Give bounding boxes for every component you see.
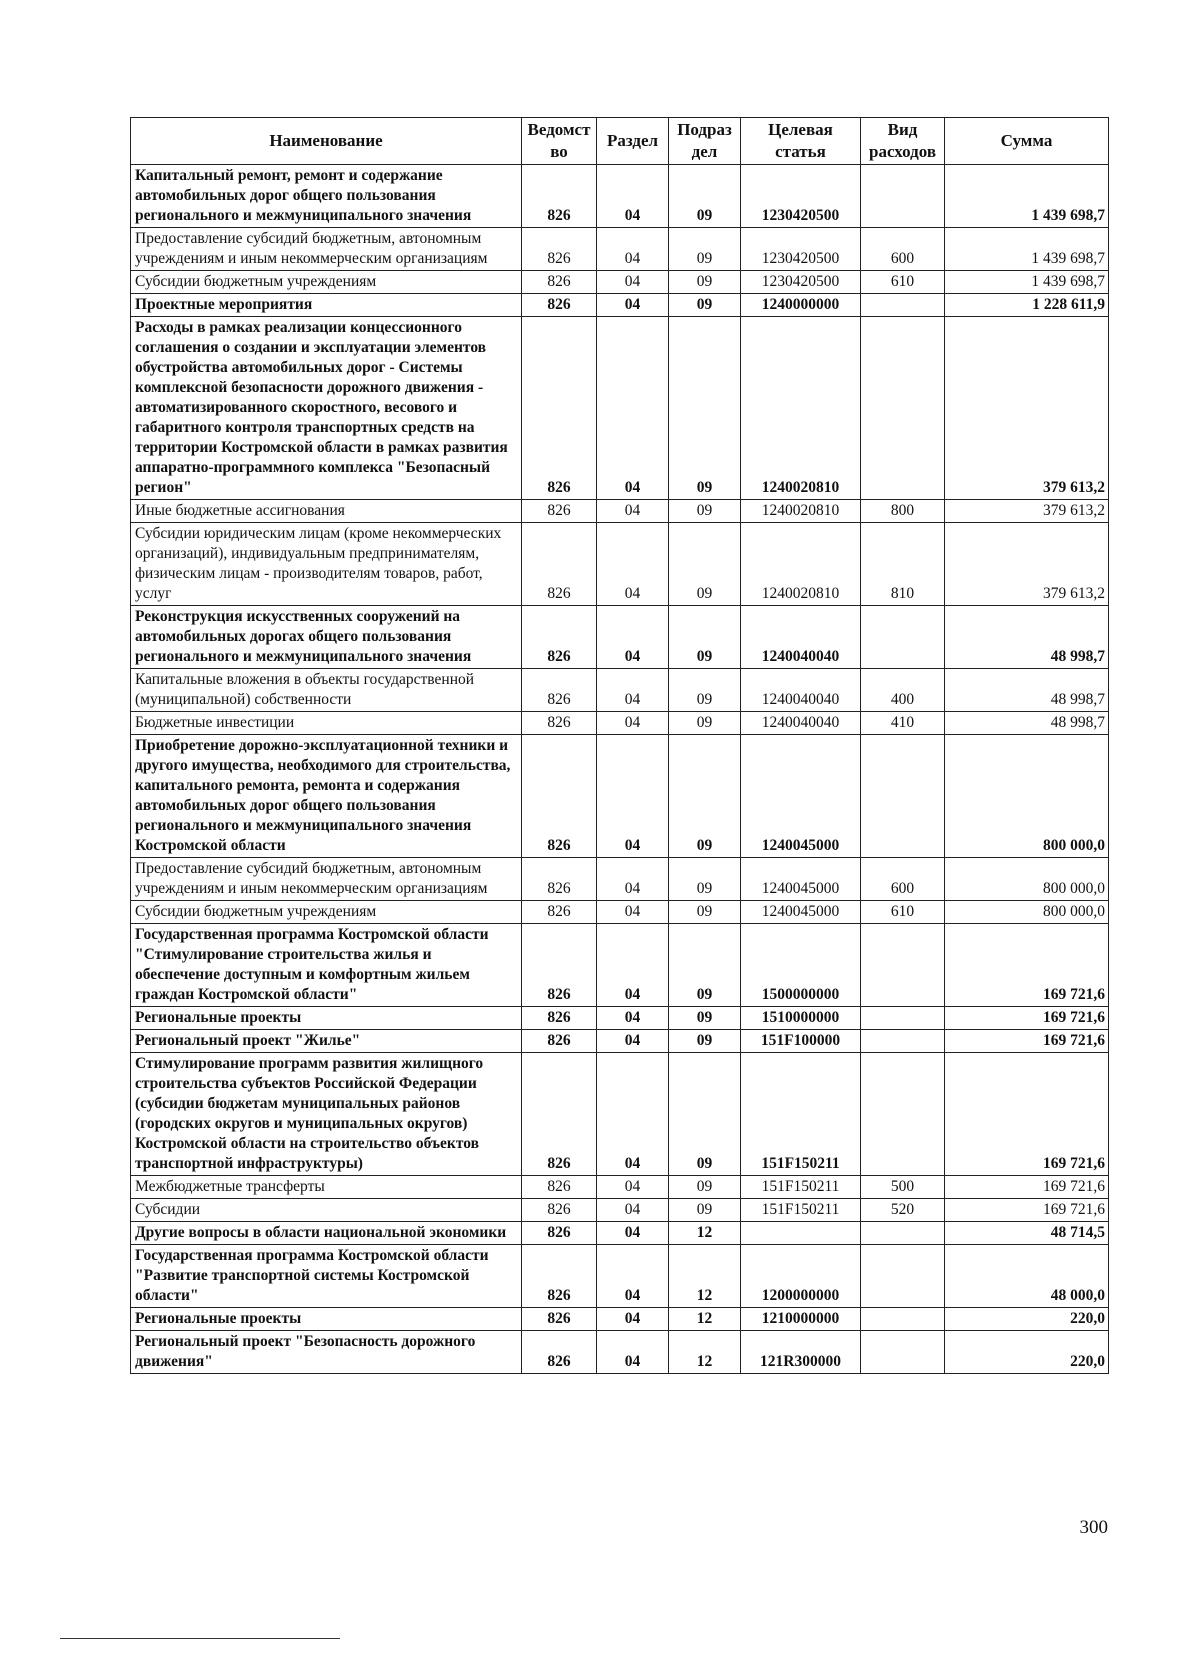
cell-vid (861, 165, 945, 228)
cell-vid (861, 735, 945, 858)
cell-vid (861, 317, 945, 500)
table-row (131, 317, 1109, 500)
cell-razdel: 04 (597, 165, 669, 228)
cell-summa: 220,0 (945, 1331, 1109, 1374)
cell-podrazdel: 09 (669, 228, 741, 271)
header-name: Наименование (131, 118, 522, 165)
cell-name: Другие вопросы в области национальной экономики (131, 1222, 522, 1245)
cell-celevaya: 151F150211 (741, 1053, 861, 1176)
cell-celevaya: 151F100000 (741, 1030, 861, 1053)
cell-vid: 610 (861, 271, 945, 294)
table-row (131, 924, 1109, 1007)
cell-ved: 826 (522, 271, 597, 294)
cell-name: Субсидии бюджетным учреждениям (131, 271, 522, 294)
cell-ved: 826 (522, 294, 597, 317)
cell-vid: 410 (861, 712, 945, 735)
cell-vid (861, 1331, 945, 1374)
cell-podrazdel: 09 (669, 1053, 741, 1176)
table-row (131, 1222, 1109, 1245)
cell-razdel: 04 (597, 1222, 669, 1245)
cell-celevaya: 1240000000 (741, 294, 861, 317)
cell-celevaya: 151F150211 (741, 1176, 861, 1199)
cell-name: Предоставление субсидий бюджетным, автономным учреждениям и иным некоммерческим организациям (131, 228, 522, 271)
cell-razdel: 04 (597, 1176, 669, 1199)
cell-summa: 48 714,5 (945, 1222, 1109, 1245)
cell-summa: 48 998,7 (945, 712, 1109, 735)
cell-celevaya: 1240040040 (741, 606, 861, 669)
cell-celevaya: 1230420500 (741, 228, 861, 271)
cell-summa: 379 613,2 (945, 500, 1109, 523)
cell-vid (861, 606, 945, 669)
table-row (131, 228, 1109, 271)
cell-razdel: 04 (597, 735, 669, 858)
table-row (131, 606, 1109, 669)
cell-summa: 48 998,7 (945, 606, 1109, 669)
cell-ved: 826 (522, 1176, 597, 1199)
cell-ved: 826 (522, 1053, 597, 1176)
cell-vid: 520 (861, 1199, 945, 1222)
cell-name: Межбюджетные трансферты (131, 1176, 522, 1199)
cell-name: Государственная программа Костромской области "Стимулирование строительства жилья и обеспечение доступным и комфортным жильем граждан Костромской области" (131, 924, 522, 1007)
cell-podrazdel: 09 (669, 1176, 741, 1199)
table-row (131, 500, 1109, 523)
cell-summa: 1 439 698,7 (945, 165, 1109, 228)
cell-ved: 826 (522, 1331, 597, 1374)
cell-celevaya: 1210000000 (741, 1308, 861, 1331)
table-row (131, 1245, 1109, 1308)
cell-name: Предоставление субсидий бюджетным, автономным учреждениям и иным некоммерческим организациям (131, 858, 522, 901)
cell-celevaya: 1240045000 (741, 901, 861, 924)
table-row (131, 669, 1109, 712)
cell-summa: 48 000,0 (945, 1245, 1109, 1308)
cell-podrazdel: 09 (669, 924, 741, 1007)
cell-name: Капитальные вложения в объекты государственной (муниципальной) собственности (131, 669, 522, 712)
budget-table (130, 117, 1109, 1374)
cell-vid: 800 (861, 500, 945, 523)
cell-razdel: 04 (597, 228, 669, 271)
table-row (131, 294, 1109, 317)
cell-razdel: 04 (597, 669, 669, 712)
header-vid: Вид расходов (861, 118, 945, 165)
cell-vid (861, 1007, 945, 1030)
cell-razdel: 04 (597, 523, 669, 606)
table-row (131, 1053, 1109, 1176)
cell-ved: 826 (522, 523, 597, 606)
cell-razdel: 04 (597, 1199, 669, 1222)
cell-celevaya: 1240045000 (741, 858, 861, 901)
cell-name: Реконструкция искусственных сооружений на автомобильных дорогах общего пользования регионального и межмуниципального значения (131, 606, 522, 669)
cell-summa: 169 721,6 (945, 1176, 1109, 1199)
footnote-divider (60, 1638, 340, 1639)
table-row (131, 1176, 1109, 1199)
cell-razdel: 04 (597, 712, 669, 735)
cell-ved: 826 (522, 1222, 597, 1245)
cell-vid: 810 (861, 523, 945, 606)
cell-name: Государственная программа Костромской области "Развитие транспортной системы Костромской области" (131, 1245, 522, 1308)
cell-vid (861, 294, 945, 317)
cell-razdel: 04 (597, 1030, 669, 1053)
cell-razdel: 04 (597, 924, 669, 1007)
cell-summa: 169 721,6 (945, 1007, 1109, 1030)
cell-podrazdel: 09 (669, 1030, 741, 1053)
cell-podrazdel: 09 (669, 271, 741, 294)
cell-ved: 826 (522, 735, 597, 858)
cell-razdel: 04 (597, 606, 669, 669)
cell-celevaya: 1500000000 (741, 924, 861, 1007)
cell-podrazdel: 09 (669, 735, 741, 858)
cell-ved: 826 (522, 165, 597, 228)
cell-podrazdel: 09 (669, 317, 741, 500)
cell-ved: 826 (522, 901, 597, 924)
table-row (131, 165, 1109, 228)
cell-name: Региональные проекты (131, 1308, 522, 1331)
cell-name: Стимулирование программ развития жилищного строительства субъектов Российской Федерации (субсидии бюджетам муниципальных районов (городских округов и муниципальных округов) Костромской области на строительство объектов транспортной инфраструктуры) (131, 1053, 522, 1176)
cell-celevaya: 1240020810 (741, 500, 861, 523)
cell-ved: 826 (522, 1030, 597, 1053)
table-row (131, 1007, 1109, 1030)
cell-name: Иные бюджетные ассигнования (131, 500, 522, 523)
header-ved: Ведомст во (522, 118, 597, 165)
cell-summa: 800 000,0 (945, 858, 1109, 901)
header-razdel: Раздел (597, 118, 669, 165)
cell-razdel: 04 (597, 317, 669, 500)
cell-ved: 826 (522, 1199, 597, 1222)
cell-podrazdel: 12 (669, 1331, 741, 1374)
table-body (131, 165, 1109, 1374)
cell-vid (861, 1030, 945, 1053)
table-header-row (131, 118, 1109, 165)
cell-podrazdel: 09 (669, 669, 741, 712)
cell-razdel: 04 (597, 901, 669, 924)
cell-razdel: 04 (597, 500, 669, 523)
table-row (131, 271, 1109, 294)
cell-name: Субсидии бюджетным учреждениям (131, 901, 522, 924)
cell-vid (861, 924, 945, 1007)
cell-podrazdel: 09 (669, 294, 741, 317)
cell-summa: 1 439 698,7 (945, 228, 1109, 271)
cell-ved: 826 (522, 924, 597, 1007)
cell-razdel: 04 (597, 1007, 669, 1030)
cell-ved: 826 (522, 1308, 597, 1331)
table-row (131, 735, 1109, 858)
cell-celevaya: 1230420500 (741, 271, 861, 294)
cell-podrazdel: 12 (669, 1308, 741, 1331)
cell-podrazdel: 12 (669, 1245, 741, 1308)
cell-vid (861, 1245, 945, 1308)
table-row (131, 1030, 1109, 1053)
cell-summa: 169 721,6 (945, 1199, 1109, 1222)
cell-name: Расходы в рамках реализации концессионного соглашения о создании и эксплуатации элементов обустройства автомобильных дорог - Системы комплексной безопасности дорожного движения - автоматизированного скоростного, весового и габаритного контроля транспортных средств на территории Костромской области в рамках развития аппаратно-программного комплекса "Безопасный регион" (131, 317, 522, 500)
cell-razdel: 04 (597, 294, 669, 317)
cell-name: Приобретение дорожно-эксплуатационной техники и другого имущества, необходимого для строительства, капитального ремонта, ремонта и содержания автомобильных дорог общего пользования регионального и межмуниципального значения Костромской области (131, 735, 522, 858)
cell-celevaya: 1240020810 (741, 523, 861, 606)
cell-ved: 826 (522, 712, 597, 735)
cell-podrazdel: 09 (669, 165, 741, 228)
cell-celevaya: 1240040040 (741, 669, 861, 712)
table-row (131, 1331, 1109, 1374)
cell-summa: 800 000,0 (945, 901, 1109, 924)
cell-name: Субсидии юридическим лицам (кроме некоммерческих организаций), индивидуальным предпринимателям, физическим лицам - производителям товаров, работ, услуг (131, 523, 522, 606)
cell-summa: 220,0 (945, 1308, 1109, 1331)
cell-celevaya: 121R300000 (741, 1331, 861, 1374)
cell-name: Бюджетные инвестиции (131, 712, 522, 735)
cell-ved: 826 (522, 500, 597, 523)
cell-vid (861, 1308, 945, 1331)
cell-ved: 826 (522, 1245, 597, 1308)
table-row (131, 901, 1109, 924)
cell-vid: 600 (861, 228, 945, 271)
header-podrazdel: Подраз дел (669, 118, 741, 165)
cell-ved: 826 (522, 228, 597, 271)
cell-ved: 826 (522, 1007, 597, 1030)
cell-summa: 800 000,0 (945, 735, 1109, 858)
table-row (131, 858, 1109, 901)
cell-name: Капитальный ремонт, ремонт и содержание автомобильных дорог общего пользования регионального и межмуниципального значения (131, 165, 522, 228)
table-row (131, 523, 1109, 606)
cell-name: Региональные проекты (131, 1007, 522, 1030)
cell-celevaya: 1240020810 (741, 317, 861, 500)
cell-celevaya: 1240045000 (741, 735, 861, 858)
cell-summa: 379 613,2 (945, 317, 1109, 500)
cell-summa: 169 721,6 (945, 1030, 1109, 1053)
cell-ved: 826 (522, 317, 597, 500)
cell-name: Проектные мероприятия (131, 294, 522, 317)
cell-ved: 826 (522, 606, 597, 669)
table-row (131, 1199, 1109, 1222)
cell-ved: 826 (522, 669, 597, 712)
cell-ved: 826 (522, 858, 597, 901)
cell-summa: 1 228 611,9 (945, 294, 1109, 317)
table-row (131, 1308, 1109, 1331)
cell-vid: 600 (861, 858, 945, 901)
page-number: 300 (1079, 1517, 1108, 1538)
cell-celevaya (741, 1222, 861, 1245)
cell-razdel: 04 (597, 1331, 669, 1374)
cell-vid: 500 (861, 1176, 945, 1199)
cell-vid (861, 1053, 945, 1176)
header-summa: Сумма (945, 118, 1109, 165)
cell-summa: 169 721,6 (945, 924, 1109, 1007)
cell-razdel: 04 (597, 1245, 669, 1308)
cell-celevaya: 1510000000 (741, 1007, 861, 1030)
cell-name: Субсидии (131, 1199, 522, 1222)
cell-podrazdel: 09 (669, 606, 741, 669)
cell-celevaya: 151F150211 (741, 1199, 861, 1222)
cell-name: Региональный проект "Безопасность дорожного движения" (131, 1331, 522, 1374)
cell-podrazdel: 09 (669, 1199, 741, 1222)
cell-podrazdel: 09 (669, 500, 741, 523)
cell-summa: 1 439 698,7 (945, 271, 1109, 294)
cell-razdel: 04 (597, 858, 669, 901)
cell-vid (861, 1222, 945, 1245)
cell-podrazdel: 09 (669, 858, 741, 901)
cell-podrazdel: 12 (669, 1222, 741, 1245)
cell-podrazdel: 09 (669, 1007, 741, 1030)
cell-celevaya: 1230420500 (741, 165, 861, 228)
cell-summa: 48 998,7 (945, 669, 1109, 712)
cell-vid: 610 (861, 901, 945, 924)
cell-razdel: 04 (597, 1053, 669, 1176)
cell-name: Региональный проект "Жилье" (131, 1030, 522, 1053)
table-row (131, 712, 1109, 735)
cell-razdel: 04 (597, 1308, 669, 1331)
cell-podrazdel: 09 (669, 712, 741, 735)
cell-razdel: 04 (597, 271, 669, 294)
cell-podrazdel: 09 (669, 901, 741, 924)
cell-celevaya: 1200000000 (741, 1245, 861, 1308)
header-celevaya: Целевая статья (741, 118, 861, 165)
cell-summa: 379 613,2 (945, 523, 1109, 606)
cell-summa: 169 721,6 (945, 1053, 1109, 1176)
cell-vid: 400 (861, 669, 945, 712)
cell-podrazdel: 09 (669, 523, 741, 606)
cell-celevaya: 1240040040 (741, 712, 861, 735)
